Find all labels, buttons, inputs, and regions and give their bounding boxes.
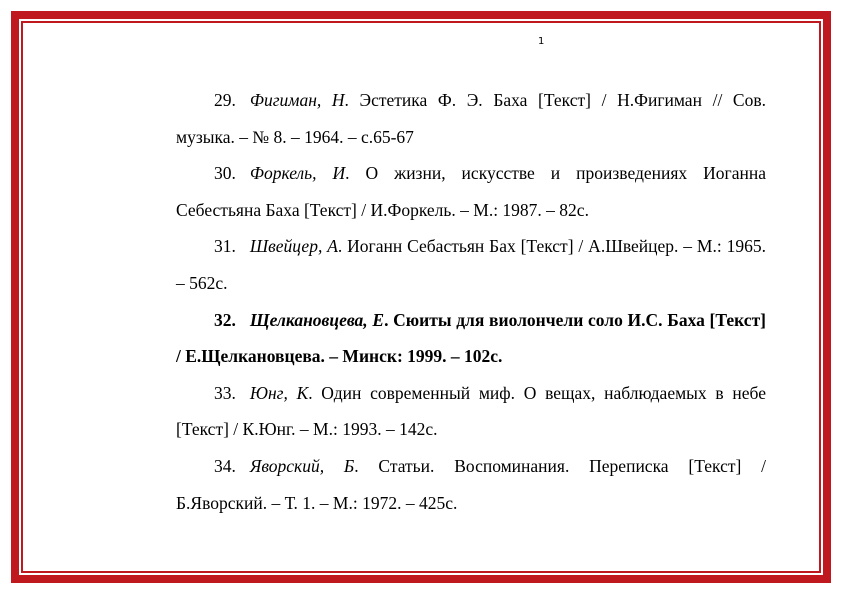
page-number: 1	[538, 36, 545, 47]
entry-text: . Статьи. Воспоминания. Переписка [Текст] / Б.Яворский. – Т. 1. – М.: 1972. – 425с.	[176, 455, 766, 513]
entry-text: . Иоганн Себастьян Бах [Текст] / А.Швейцер. – М.: 1965. – 562с.	[176, 236, 766, 293]
entry-author: Юнг, К	[249, 382, 309, 403]
bibliography-entry	[176, 302, 766, 375]
bibliography-list	[176, 82, 766, 521]
entry-author: Яворский, Б	[249, 455, 355, 476]
bibliography-entry	[176, 375, 766, 448]
bibliography-entry	[176, 82, 766, 155]
entry-number: 34.	[214, 455, 236, 476]
entry-number: 32.	[214, 309, 236, 330]
entry-number: 31.	[214, 236, 236, 257]
entry-text: . Эстетика Ф. Э. Баха [Текст] / Н.Фигиман // Сов. музыка. – № 8. – 1964. – с.65-67	[176, 90, 766, 147]
bibliography-entry	[176, 155, 766, 228]
entry-text: . Сюиты для виолончели соло И.С. Баха [Текст] / Е.Щелкановцева. – Минск: 1999. – 102с.	[176, 309, 766, 367]
bibliography-entry	[176, 228, 766, 301]
entry-author: Фигиман, Н	[249, 90, 345, 110]
entry-number: 33.	[214, 382, 236, 403]
entry-author: Форкель, И	[249, 163, 346, 184]
bibliography-entry	[176, 448, 766, 521]
entry-author: Швейцер, А	[249, 236, 338, 257]
entry-text: . Один современный миф. О вещах, наблюдаемых в небе [Текст] / К.Юнг. – М.: 1993. – 142с.	[176, 382, 766, 440]
entry-number: 29.	[214, 90, 236, 110]
entry-author: Щелкановцева, Е	[249, 309, 385, 330]
entry-number: 30.	[214, 163, 236, 184]
entry-text: . О жизни, искусстве и произведениях Иоганна Себестьяна Баха [Текст] / И.Форкель. – М.: 1987. – 82с.	[176, 163, 766, 220]
